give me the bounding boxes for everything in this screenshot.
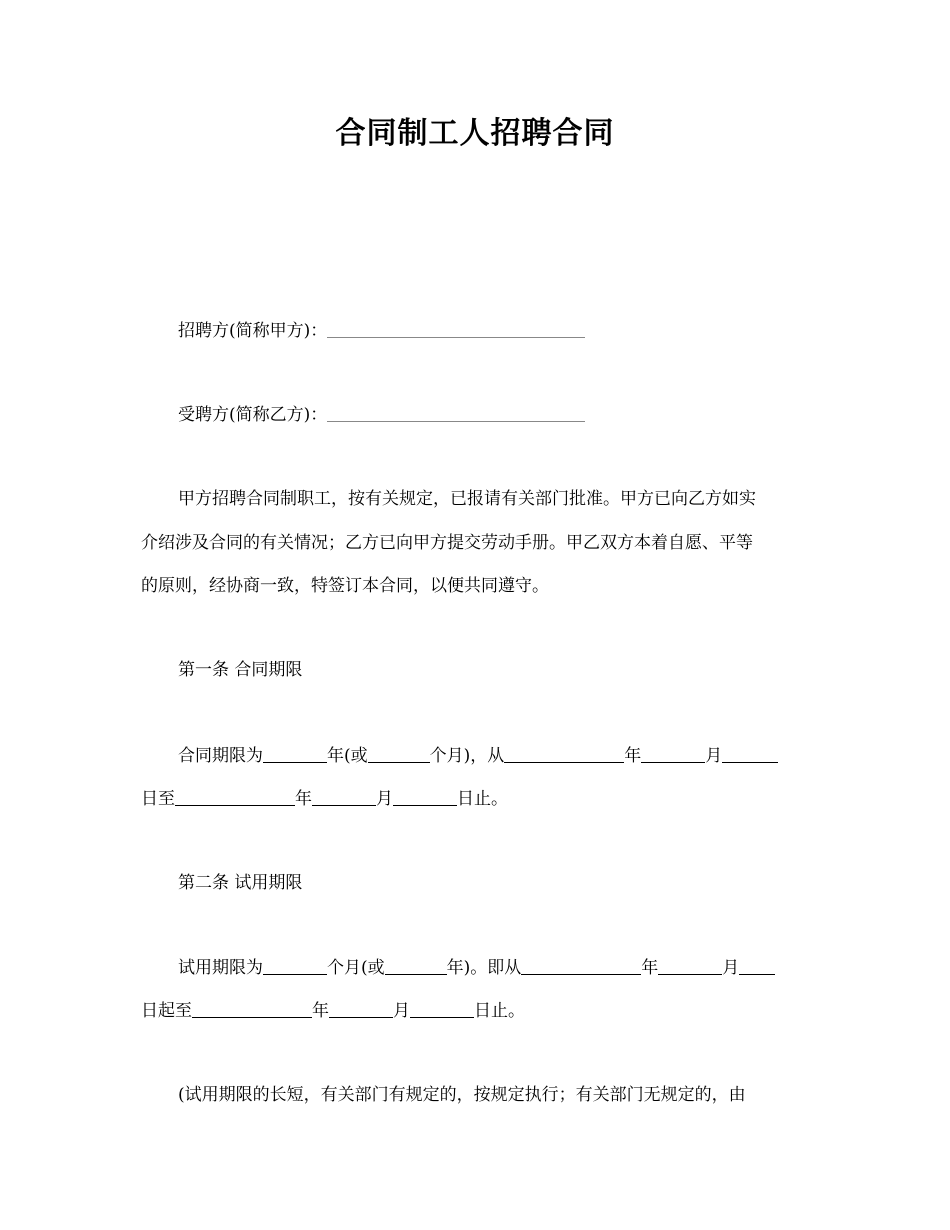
article1-end-year-blank[interactable] (175, 787, 295, 806)
article1-line-2 (141, 787, 508, 811)
article1-text-b: 年(或 (327, 746, 368, 766)
article2-start-month-blank[interactable] (658, 956, 722, 975)
article2-text-f: 日起至 (141, 1001, 192, 1021)
article1-start-year-blank[interactable] (504, 744, 624, 763)
article2-text-c: 年)。即从 (446, 958, 522, 978)
article2-end-month-blank[interactable] (329, 999, 393, 1018)
article2-text-a: 试用期限为 (178, 958, 263, 978)
intro-line-3: 的原则，经协商一致，特签订本合同，以便共同遵守。 (141, 576, 549, 596)
party-a-line (178, 319, 585, 343)
document-title: 合同制工人招聘合同 (335, 116, 615, 151)
article2-end-day-blank[interactable] (410, 999, 474, 1018)
article2-text-h: 月 (393, 1001, 410, 1021)
intro-line-1: 甲方招聘合同制职工，按有关规定，已报请有关部门批准。甲方已向乙方如实 (178, 489, 756, 509)
article1-heading: 第一条 合同期限 (178, 660, 303, 680)
article2-heading: 第二条 试用期限 (178, 873, 303, 893)
article1-start-day-blank[interactable] (722, 744, 778, 763)
article1-line-1 (178, 744, 778, 768)
article1-end-month-blank[interactable] (312, 787, 376, 806)
article1-text-c: 个月)，从 (429, 746, 505, 766)
article2-start-year-blank[interactable] (521, 956, 641, 975)
article2-years-blank[interactable] (385, 956, 447, 975)
article1-text-h: 月 (376, 789, 393, 809)
article2-line-1 (178, 956, 775, 980)
article2-start-day-blank[interactable] (739, 956, 775, 975)
article1-text-f: 日至 (141, 789, 175, 809)
party-b-blank[interactable] (327, 403, 585, 422)
article2-line-2 (141, 999, 525, 1023)
article1-text-g: 年 (295, 789, 312, 809)
article1-start-month-blank[interactable] (641, 744, 705, 763)
article1-text-d: 年 (624, 746, 642, 766)
article2-text-d: 年 (641, 958, 659, 978)
article2-text-b: 个月(或 (327, 958, 385, 978)
article1-text-e: 月 (705, 746, 723, 766)
party-a-blank[interactable] (327, 319, 585, 338)
party-b-line (178, 403, 585, 427)
intro-line-2: 介绍涉及合同的有关情况；乙方已向甲方提交劳动手册。甲乙双方本着自愿、平等 (141, 533, 753, 553)
party-a-label: 招聘方(简称甲方)： (178, 321, 328, 341)
article2-text-i: 日止。 (474, 1001, 525, 1021)
article1-text-a: 合同期限为 (178, 746, 263, 766)
article1-text-i: 日止。 (457, 789, 508, 809)
note-line: (试用期限的长短，有关部门有规定的，按规定执行；有关部门无规定的，由 (178, 1085, 746, 1105)
article1-years-blank[interactable] (263, 744, 327, 763)
party-b-label: 受聘方(简称乙方)： (178, 405, 328, 425)
article1-months-blank[interactable] (368, 744, 430, 763)
article2-end-year-blank[interactable] (192, 999, 312, 1018)
article2-text-e: 月 (722, 958, 740, 978)
article2-months-blank[interactable] (263, 956, 327, 975)
article1-end-day-blank[interactable] (393, 787, 457, 806)
article2-text-g: 年 (312, 1001, 329, 1021)
